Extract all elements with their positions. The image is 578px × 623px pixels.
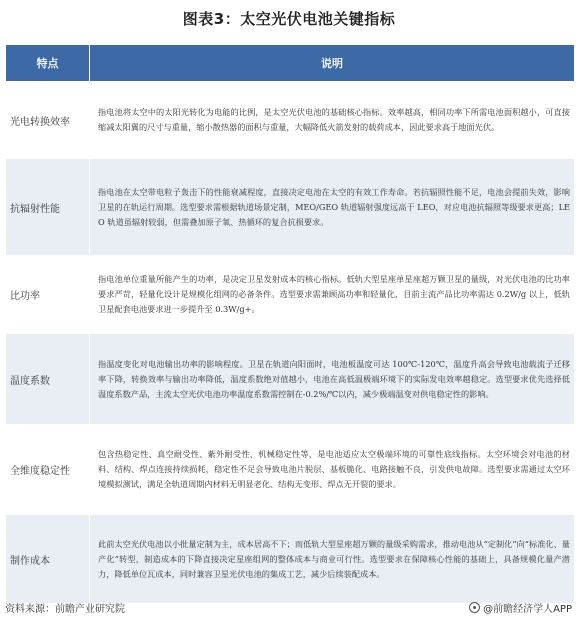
row-description: 指电池单位重量所能产生的功率，是决定卫星发射成本的核心指标。低轨大型星座单星座超万颗卫星的量级，对光伏电池的比功率要求严苛，轻量化设计是规模化组网的必备条件。选型要求需兼顾高功率和轻量化，目前主流产品比功率需达 0.2W/g 以上，低轨卫星配套电池要求进一步提升至 0.3W/g+。 [90, 256, 575, 334]
row-description: 包含热稳定性、真空耐受性、紫外耐受性、机械稳定性等，是电池适应太空极端环境的可靠性底线指标。太空环境会对电池的材料、结构、焊点连接持续损耗，稳定性不足会导致电池片脱层、基板脆化、电路接触不良，引发供电故障。选型要求需通过太空环境模拟测试，满足全轨道周期内材料无明显老化、结构无变形、焊点无开裂的要求。 [90, 425, 575, 515]
indicator-table [5, 44, 575, 604]
table-row [6, 256, 575, 334]
header-description: 说明 [90, 45, 575, 82]
brand-text: @前瞻经济学人APP [483, 604, 572, 615]
table-row [6, 515, 575, 604]
circle-logo-icon [469, 602, 480, 613]
table-row [6, 159, 575, 256]
row-feature: 温度系数 [6, 334, 90, 425]
row-feature: 抗辐射性能 [6, 159, 90, 256]
table-row [6, 82, 575, 159]
table-row [6, 334, 575, 425]
row-feature: 全维度稳定性 [6, 425, 90, 515]
table-row [6, 425, 575, 515]
table-header-row [6, 45, 575, 82]
row-description: 指电池在太空带电粒子轰击下的性能衰减程度，直接决定电池在太空的有效工作寿命。若抗辐照性能不足，电池会提前失效，影响卫星的在轨运行周期。选型要求需根据轨道场景定制，MEO/GEO 轨道辐射强度远高于 LEO，对应电池抗辐照等级要求更高；LEO 轨道虽辐射较弱，但需叠加原子氧、热循环的复合抗损要求。 [90, 159, 575, 256]
row-feature: 制作成本 [6, 515, 90, 604]
source-note: 资料来源：前瞻产业研究院 [5, 604, 125, 615]
row-description: 指温度变化对电池输出功率的影响程度。卫星在轨道向阳面时，电池板温度可达 100℃-120℃，温度升高会导致电池载流子迁移率下降，转换效率与输出功率降低，温度系数绝对值越小，电池在高低温极端环境下的实际发电效率越稳定。选型要求优先选择低温度系数产品，主流太空光伏电池功率温度系数需控制在-0.2%/℃以内，减少极端温变对供电稳定性的影响。 [90, 334, 575, 425]
row-description: 此前太空光伏电池以小批量定制为主，成本居高不下；而低轨大型星座超万颗的量级采购需求，推动电池从“定制化”向“标准化、量产化”转型，制造成本的下降直接决定星座组网的整体成本与商业可行性。选型要求在保障核心性能的基础上，具备规模化量产潜力，降低单位瓦成本，同时兼容卫星光伏电池的集成工艺，减少后续装配成本。 [90, 515, 575, 604]
chart-title: 图表3：太空光伏电池关键指标 [182, 10, 396, 28]
row-feature: 光电转换效率 [6, 82, 90, 159]
brand-credit [469, 600, 572, 615]
row-description: 指电池将太空中的太阳光转化为电能的比例，是太空光伏电池的基础核心指标。效率越高，相同功率下所需电池面积越小，可直接缩减太阳翼的尺寸与重量，缩小散热器的面积与重量，大幅降低火箭发射的载荷成本，因此要求高于地面光伏。 [90, 82, 575, 159]
header-feature: 特点 [6, 45, 90, 82]
row-feature: 比功率 [6, 256, 90, 334]
